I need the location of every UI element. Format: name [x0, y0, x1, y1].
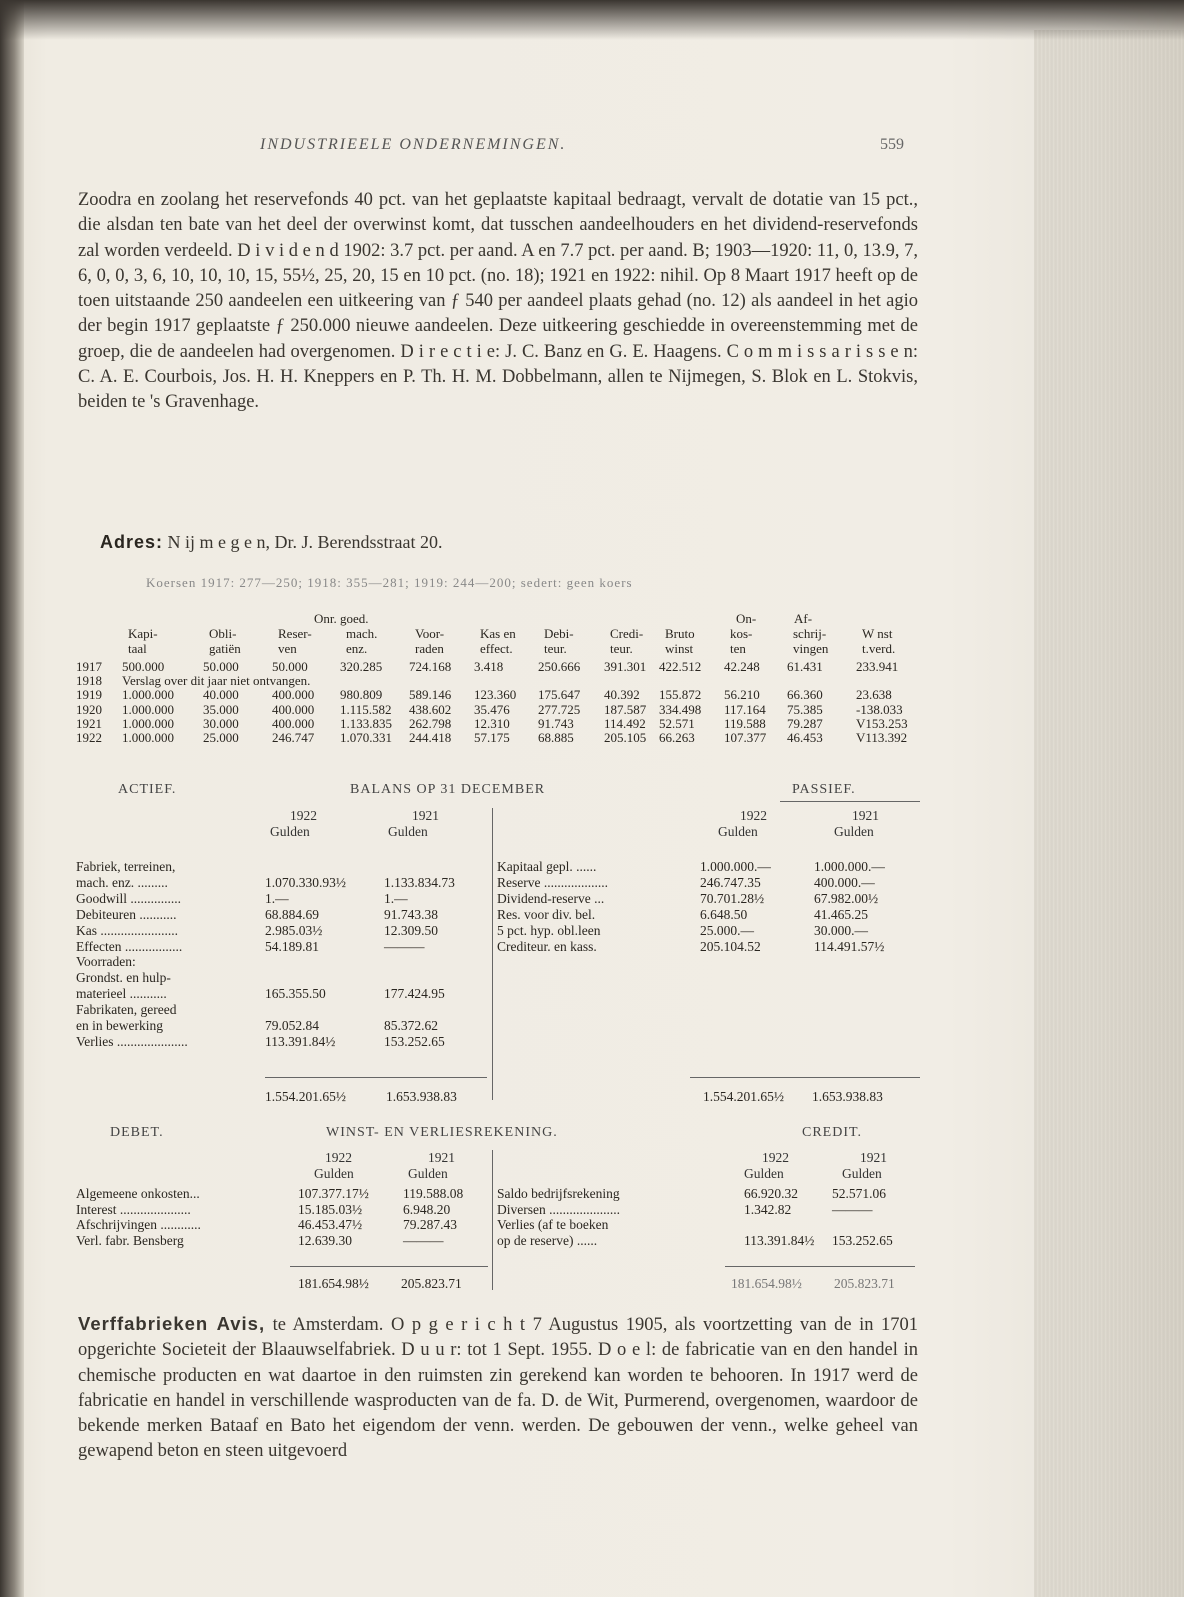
table-cell: 250.666: [538, 659, 581, 674]
account-value: 1.—: [265, 890, 289, 906]
credit-total-1: 181.654.98½: [731, 1276, 802, 1291]
row-year: 1919: [76, 687, 102, 703]
table-cell: 1.070.331: [340, 729, 392, 745]
table-cell: 114.492: [604, 715, 646, 731]
table-cell: 1.000.000: [122, 729, 174, 745]
row-year: 1917: [76, 659, 102, 674]
table-cell: 3.418: [474, 659, 504, 674]
account-label: Afschrijvingen ............: [76, 1217, 201, 1232]
account-value: 6.648.50: [700, 906, 748, 922]
account-value: 46.453.47½: [298, 1217, 363, 1232]
account-value: 1.342.82: [744, 1201, 792, 1217]
table-cell: 1.115.582: [340, 701, 392, 717]
table-header-cell: ven: [278, 641, 297, 656]
passief-title: PASSIEF.: [792, 782, 856, 797]
account-value: 91.743.38: [384, 906, 438, 922]
table-cell: 724.168: [409, 659, 452, 674]
account-label: Diversen .....................: [497, 1201, 620, 1217]
account-value: 165.355.50: [265, 986, 326, 1002]
page-number: 559: [880, 136, 904, 153]
table-cell: 117.164: [724, 701, 766, 717]
row-year: 1920: [76, 701, 102, 717]
account-value: 205.104.52: [700, 938, 761, 954]
account-label: Debiteuren ...........: [76, 906, 177, 922]
table-header-cell: effect.: [480, 641, 513, 656]
book-gutter: [0, 0, 24, 1597]
credit-total-rule: [725, 1266, 915, 1267]
actief-total-rule: [265, 1077, 487, 1078]
account-value: 6.948.20: [403, 1201, 451, 1217]
account-value: 114.491.57½: [814, 938, 885, 954]
account-value: ———: [403, 1232, 444, 1248]
table-cell: 57.175: [474, 729, 510, 745]
table-header-cell: Kas en: [480, 626, 516, 641]
account-value: 68.884.69: [265, 906, 319, 922]
account-label: Crediteur. en kass.: [497, 938, 597, 954]
credit-year-1: 1922: [762, 1150, 789, 1165]
account-value: 52.571.06: [832, 1186, 886, 1201]
account-value: 79.287.43: [403, 1217, 457, 1232]
account-label: Verlies .....................: [76, 1033, 188, 1049]
address-label: Adres:: [100, 532, 164, 552]
page-edges: [1034, 30, 1184, 1597]
table-cell: 23.638: [856, 687, 892, 703]
debet-total-1: 181.654.98½: [298, 1276, 369, 1291]
table-cell: 119.588: [724, 715, 766, 731]
row-year: 1921: [76, 715, 102, 731]
table-cell: 589.146: [409, 687, 452, 703]
actief-year-2: 1921: [412, 808, 439, 823]
account-value: 79.052.84: [265, 1018, 319, 1033]
account-label: Saldo bedrijfsrekening: [497, 1186, 620, 1201]
row-year: 1922: [76, 729, 102, 745]
balans-title: BALANS OP 31 DECEMBER: [350, 782, 546, 797]
account-value: 113.391.84½: [265, 1033, 336, 1049]
table-header-cell: W nst: [862, 626, 893, 641]
table-cell: 320.285: [340, 659, 383, 674]
account-value: 25.000.—: [700, 922, 754, 938]
company-description: te Amsterdam. O p g e r i c h t 7 Augustus 1905, als voortzetting van de in 1701 opgerichte Societeit der Blaauwselfabriek. D u u r: tot 1 Sept. 1955. D o e l: de fabricatie van en den handel in chemische producten en wat daartoe in den ruimsten zin gerekend kan worden te behooren. In 1917 werd de fabricatie en handel in verschillende wasproducten van de fa. D. de Wit, Purmerend, overgenomen, waardoor de bekende merken Bataaf en Bato het eigendom der venn. werden. De gebouwen der venn., welke geheel van gewapend beton en steen uitgevoerd: [78, 1315, 919, 1462]
table-header-cell: teur.: [610, 641, 633, 656]
passief-total-1: 1.554.201.65½: [703, 1089, 784, 1104]
account-value: 66.920.32: [744, 1186, 798, 1201]
table-cell: 244.418: [409, 729, 452, 745]
credit-total-2: 205.823.71: [834, 1276, 895, 1291]
table-cell: 246.747: [272, 729, 315, 745]
account-label: mach. enz. .........: [76, 874, 168, 890]
table-cell: 1.000.000: [122, 687, 174, 703]
table-cell: 500.000: [122, 659, 165, 674]
table-cell: 400.000: [272, 687, 315, 703]
actief-total-1: 1.554.201.65½: [265, 1089, 346, 1104]
passief-total-rule: [690, 1077, 920, 1078]
actief-unit-2: Gulden: [388, 824, 428, 839]
account-value: ———: [384, 938, 425, 954]
table-header-cell: raden: [415, 641, 444, 656]
table-cell: 12.310: [474, 715, 510, 731]
table-cell: 205.105: [604, 729, 647, 745]
paragraph-avis: [78, 1311, 918, 1465]
table-cell: 277.725: [538, 701, 581, 717]
account-value: 1.000.000.—: [814, 859, 885, 874]
koersen-line: Koersen 1917: 277—250; 1918: 355—281; 1919: 244—200; sedert: geen koers: [146, 575, 633, 590]
account-value: 153.252.65: [832, 1232, 893, 1248]
table-header-cell: Voor-: [415, 626, 445, 641]
account-label: Res. voor div. bel.: [497, 906, 596, 922]
table-cell: 400.000: [272, 701, 315, 717]
address-line: [100, 532, 442, 553]
debet-title: DEBET.: [110, 1125, 164, 1140]
table-cell: 391.301: [604, 659, 647, 674]
account-value: 30.000.—: [814, 922, 868, 938]
table-cell: 980.809: [340, 687, 383, 703]
actief-total-2: 1.653.938.83: [386, 1089, 457, 1104]
debet-total-rule: [290, 1266, 488, 1267]
table-cell: 1.133.835: [340, 715, 392, 731]
table-header-cell: On-: [736, 611, 757, 626]
credit-unit-2: Gulden: [842, 1166, 882, 1181]
table-cell: 175.647: [538, 687, 581, 703]
account-value: 2.985.03½: [265, 922, 323, 938]
account-label: Voorraden:: [76, 954, 136, 970]
account-value: 119.588.08: [403, 1186, 464, 1201]
address-value: N ij m e g e n, Dr. J. Berendsstraat 20.: [167, 532, 443, 552]
account-label: Interest .....................: [76, 1201, 191, 1217]
table-cell: 123.360: [474, 687, 517, 703]
account-label: op de reserve) ......: [497, 1232, 598, 1248]
debet-unit-2: Gulden: [408, 1166, 448, 1181]
account-label: materieel ...........: [76, 986, 167, 1002]
passief-unit-1: Gulden: [718, 824, 758, 839]
account-label: Verl. fabr. Bensberg: [76, 1232, 184, 1248]
table-header-cell: schrij-: [793, 626, 827, 641]
account-label: Algemeene onkosten...: [76, 1186, 200, 1201]
debet-total-2: 205.823.71: [401, 1276, 462, 1291]
table-header-cell: kos-: [730, 626, 753, 641]
table-cell: 56.210: [724, 687, 760, 703]
table-cell: 61.431: [787, 659, 823, 674]
table-cell: 187.587: [604, 701, 647, 717]
account-value: 85.372.62: [384, 1018, 438, 1033]
account-value: 1.—: [384, 890, 408, 906]
table-cell: 75.385: [787, 701, 823, 717]
table-cell: 35.476: [474, 701, 510, 717]
account-label: Fabrikaten, gereed: [76, 1002, 177, 1018]
table-header-cell: vingen: [793, 641, 829, 656]
table-cell: 1.000.000: [122, 715, 174, 731]
account-value: 12.309.50: [384, 922, 438, 938]
row-year: 1918: [76, 673, 102, 689]
table-header-cell: Credi-: [610, 626, 644, 641]
table-header-cell: Af-: [794, 611, 813, 626]
account-label: 5 pct. hyp. obl.leen: [497, 922, 601, 938]
passief-total-2: 1.653.938.83: [812, 1089, 883, 1104]
account-value: 1.070.330.93½: [265, 874, 346, 890]
table-header-cell: teur.: [544, 641, 567, 656]
account-value: 12.639.30: [298, 1232, 352, 1248]
account-value: 1.133.834.73: [384, 874, 455, 890]
table-header-cell: ten: [730, 641, 746, 656]
table-header-cell: Onr. goed.: [314, 611, 369, 626]
table-cell: 66.263: [659, 729, 695, 745]
table-cell: 30.000: [203, 715, 239, 731]
table-cell: 334.498: [659, 701, 702, 717]
table-cell: 50.000: [203, 659, 239, 674]
passief-unit-2: Gulden: [834, 824, 874, 839]
winst-divider: [492, 1150, 493, 1290]
account-value: 400.000.—: [814, 874, 875, 890]
account-value: 70.701.28½: [700, 890, 765, 906]
account-label: Dividend-reserve ...: [497, 890, 605, 906]
account-value: 1.000.000.—: [700, 859, 771, 874]
account-value: ———: [832, 1201, 873, 1217]
table-cell: 422.512: [659, 659, 702, 674]
table-cell: 66.360: [787, 687, 823, 703]
account-value: 113.391.84½: [744, 1232, 815, 1248]
account-value: 15.185.03½: [298, 1201, 363, 1217]
passief-rule: [780, 801, 920, 802]
account-label: Grondst. en hulp-: [76, 970, 171, 986]
account-value: 107.377.17½: [298, 1186, 369, 1201]
credit-unit-1: Gulden: [744, 1166, 784, 1181]
actief-title: ACTIEF.: [118, 782, 177, 797]
account-label: Effecten .................: [76, 938, 183, 954]
debet-year-1: 1922: [325, 1150, 352, 1165]
table-cell: 233.941: [856, 659, 899, 674]
balans-divider: [492, 808, 493, 1100]
table-cell: 91.743: [538, 715, 574, 731]
account-value: 177.424.95: [384, 986, 445, 1002]
debet-unit-1: Gulden: [314, 1166, 354, 1181]
credit-year-2: 1921: [860, 1150, 887, 1165]
table-cell: V153.253: [856, 715, 908, 731]
account-value: 153.252.65: [384, 1033, 445, 1049]
passief-year-1: 1922: [740, 808, 767, 823]
table-cell: 107.377: [724, 729, 767, 745]
table-cell: 25.000: [203, 729, 239, 745]
table-header-cell: t.verd.: [862, 641, 896, 656]
table-cell: 1.000.000: [122, 701, 174, 717]
table-header-cell: Reser-: [278, 626, 312, 641]
table-header-cell: gatiën: [209, 641, 241, 656]
account-label: en in bewerking: [76, 1018, 163, 1033]
table-cell: 400.000: [272, 715, 315, 731]
table-header-cell: Debi-: [544, 626, 574, 641]
table-cell: 40.392: [604, 687, 640, 703]
account-label: Fabriek, terreinen,: [76, 859, 176, 874]
table-cell: 35.000: [203, 701, 239, 717]
table-cell: 40.000: [203, 687, 239, 703]
top-shadow: [0, 0, 1184, 40]
paragraph-dividend: Zoodra en zoolang het reservefonds 40 pct. van het geplaatste kapitaal bedraagt, vervalt de dotatie van 15 pct., die alsdan ten bate van het deel der overwinst komt, dat tusschen aandeelhouders en het dividend-reservefonds zal worden verdeeld. D i v i d e n d 1902: 3.7 pct. per aand. A en 7.7 pct. per aand. B; 1903—1920: 11, 0, 13.9, 7, 6, 0, 0, 3, 6, 10, 10, 10, 15, 55½, 25, 20, 15 en 10 pct. (no. 18); 1921 en 1922: nihil. Op 8 Maart 1917 heeft op de toen uitstaande 250 aandeelen een uitkeering van ƒ 540 per aandeel plaats gehad (no. 12) als aandeel in het agio der begin 1917 geplaatste ƒ 250.000 nieuwe aandeelen. Deze uitkeering geschiedde in overeenstemming met de groep, die de aandeelen had overgenomen. D i r e c t i e: J. C. Banz en G. E. Haagens. C o m m i s s a r i s s e n: C. A. E. Courbois, Jos. H. H. Kneppers en P. Th. H. M. Dobbelmann, allen te Nijmegen, S. Blok en L. Stokvis, beiden te 's Gravenhage.: [78, 190, 918, 413]
table-cell: 42.248: [724, 659, 760, 674]
account-label: Goodwill ...............: [76, 890, 182, 906]
table-cell: 155.872: [659, 687, 702, 703]
winst-title: WINST- EN VERLIESREKENING.: [326, 1125, 558, 1140]
account-label: Kapitaal gepl. ......: [497, 859, 597, 874]
table-cell: 68.885: [538, 729, 574, 745]
account-label: Verlies (af te boeken: [497, 1217, 609, 1232]
table-cell: -138.033: [856, 701, 903, 717]
table-header-cell: Bruto: [665, 626, 695, 641]
account-value: 41.465.25: [814, 906, 868, 922]
actief-unit-1: Gulden: [270, 824, 310, 839]
credit-title: CREDIT.: [802, 1125, 863, 1140]
account-label: Kas .......................: [76, 922, 178, 938]
table-header-cell: enz.: [346, 641, 368, 656]
account-value: 54.189.81: [265, 938, 319, 954]
passief-year-2: 1921: [852, 808, 879, 823]
running-head: INDUSTRIEELE ONDERNEMINGEN.: [260, 136, 567, 153]
account-value: 67.982.00½: [814, 890, 879, 906]
table-header-cell: winst: [665, 641, 694, 656]
debet-year-2: 1921: [428, 1150, 455, 1165]
table-header-cell: Kapi-: [128, 626, 158, 641]
account-label: Reserve ...................: [497, 874, 608, 890]
table-cell: 52.571: [659, 715, 695, 731]
table-cell: 46.453: [787, 729, 823, 745]
actief-year-1: 1922: [290, 808, 317, 823]
table-cell: 50.000: [272, 659, 308, 674]
company-name: Verffabrieken Avis,: [78, 1313, 266, 1334]
account-value: 246.747.35: [700, 874, 761, 890]
table-header-cell: mach.: [346, 626, 378, 641]
table-cell: Verslag over dit jaar niet ontvangen.: [122, 673, 311, 689]
table-cell: 262.798: [409, 715, 452, 731]
table-header-cell: taal: [128, 641, 147, 656]
table-header-cell: Obli-: [209, 626, 237, 641]
table-cell: 438.602: [409, 701, 452, 717]
table-cell: V113.392: [856, 729, 908, 745]
table-cell: 79.287: [787, 715, 823, 731]
